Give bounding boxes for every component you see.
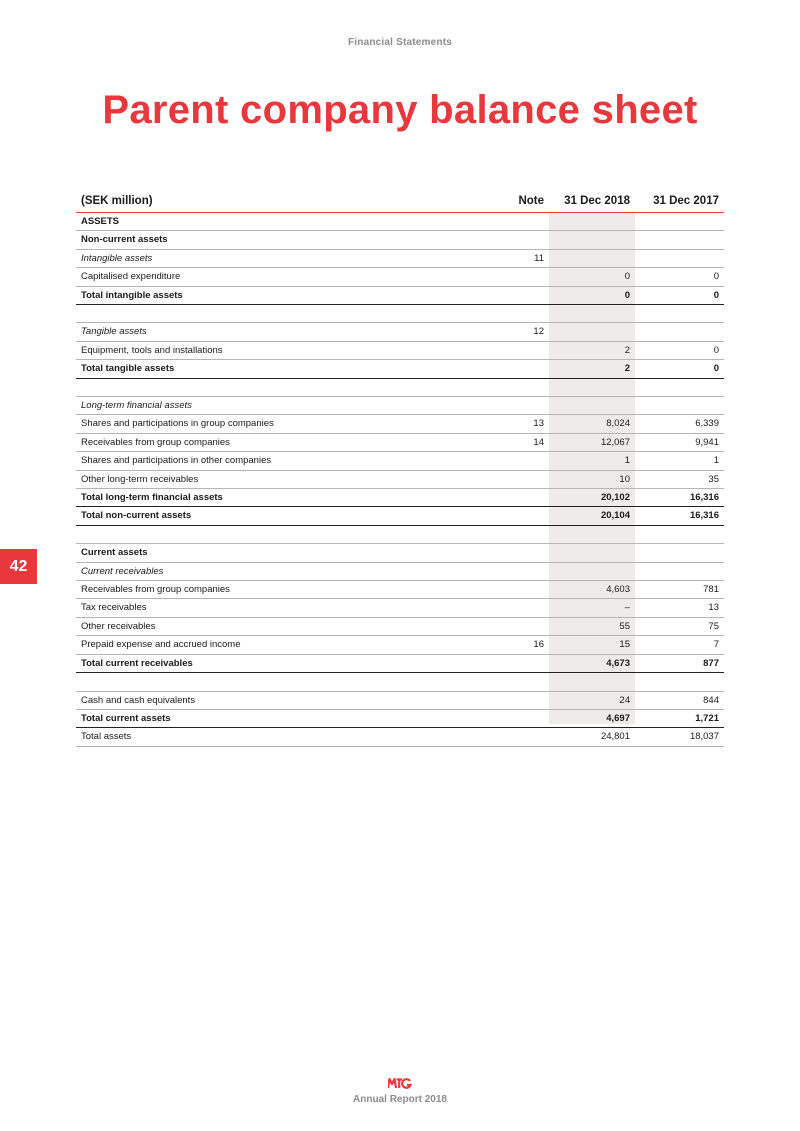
row-note: [490, 360, 549, 378]
table-row: [76, 415, 724, 433]
row-value-2017: 877: [635, 654, 724, 672]
row-label: Total tangible assets: [76, 360, 490, 378]
row-value-2018: 55: [549, 617, 635, 635]
row-value-2017: 781: [635, 581, 724, 599]
row-note: [490, 397, 549, 415]
row-note: [490, 378, 549, 396]
row-note: 13: [490, 415, 549, 433]
header-2017: 31 Dec 2017: [635, 190, 724, 213]
row-note: 11: [490, 249, 549, 267]
row-value-2018: 4,673: [549, 654, 635, 672]
row-label: Total long-term financial assets: [76, 489, 490, 507]
row-value-2018: [549, 673, 635, 691]
row-value-2017: [635, 525, 724, 543]
row-note: [490, 673, 549, 691]
page-title: Parent company balance sheet: [102, 88, 698, 132]
table-row: [76, 673, 724, 691]
mtg-logo-icon: [388, 1078, 412, 1089]
table-row: [76, 709, 724, 727]
row-value-2018: [549, 213, 635, 231]
row-note: [490, 268, 549, 286]
row-note: [490, 709, 549, 727]
row-value-2017: [635, 397, 724, 415]
section-header: Financial Statements: [347, 37, 453, 48]
table-row: [76, 562, 724, 580]
table-row: [76, 525, 724, 543]
row-value-2017: 0: [635, 268, 724, 286]
row-value-2018: 8,024: [549, 415, 635, 433]
row-value-2017: [635, 544, 724, 562]
table-row: [76, 249, 724, 267]
table-row: [76, 599, 724, 617]
row-value-2017: 6,339: [635, 415, 724, 433]
row-label: Other receivables: [76, 617, 490, 635]
row-label: Shares and participations in group companies: [76, 415, 490, 433]
row-value-2018: [549, 378, 635, 396]
row-label: Tangible assets: [76, 323, 490, 341]
row-label: Intangible assets: [76, 249, 490, 267]
table-row: [76, 378, 724, 396]
table-row: [76, 728, 724, 746]
balance-sheet-table: [76, 190, 724, 747]
row-label: Equipment, tools and installations: [76, 341, 490, 359]
row-value-2018: 0: [549, 286, 635, 304]
row-note: [490, 654, 549, 672]
row-note: [490, 617, 549, 635]
row-value-2018: 24: [549, 691, 635, 709]
row-label: Cash and cash equivalents: [76, 691, 490, 709]
row-value-2017: [635, 249, 724, 267]
row-label: [76, 305, 490, 323]
row-label: Receivables from group companies: [76, 433, 490, 451]
table-row: [76, 286, 724, 304]
row-value-2017: 1,721: [635, 709, 724, 727]
row-value-2018: [549, 231, 635, 249]
row-value-2018: 20,104: [549, 507, 635, 525]
row-note: [490, 489, 549, 507]
row-label: Receivables from group companies: [76, 581, 490, 599]
row-value-2017: 18,037: [635, 728, 724, 746]
row-note: [490, 562, 549, 580]
row-label: Current receivables: [76, 562, 490, 580]
row-value-2018: [549, 525, 635, 543]
table-row: [76, 397, 724, 415]
row-value-2017: 1: [635, 452, 724, 470]
table-row: [76, 617, 724, 635]
row-note: [490, 544, 549, 562]
row-value-2018: 2: [549, 360, 635, 378]
mtg-logo: [0, 1078, 800, 1089]
row-note: [490, 213, 549, 231]
row-label: Tax receivables: [76, 599, 490, 617]
table-row: [76, 213, 724, 231]
header-note: Note: [490, 190, 549, 213]
table-row: [76, 341, 724, 359]
row-value-2017: 9,941: [635, 433, 724, 451]
table-row: [76, 654, 724, 672]
row-value-2018: [549, 249, 635, 267]
header-2018: 31 Dec 2018: [549, 190, 635, 213]
row-value-2018: [549, 544, 635, 562]
table-row: [76, 544, 724, 562]
row-value-2017: [635, 378, 724, 396]
row-note: 12: [490, 323, 549, 341]
row-note: [490, 231, 549, 249]
table-row: [76, 305, 724, 323]
table-row: [76, 691, 724, 709]
row-value-2018: 0: [549, 268, 635, 286]
row-note: [490, 599, 549, 617]
row-label: Current assets: [76, 544, 490, 562]
row-value-2017: 844: [635, 691, 724, 709]
row-label: Total assets: [76, 728, 490, 746]
row-value-2018: 12,067: [549, 433, 635, 451]
row-value-2018: 4,697: [549, 709, 635, 727]
row-note: [490, 305, 549, 323]
row-value-2018: 1: [549, 452, 635, 470]
table-header-row: [76, 190, 724, 213]
row-value-2018: 24,801: [549, 728, 635, 746]
row-value-2017: 16,316: [635, 489, 724, 507]
row-note: [490, 452, 549, 470]
row-label: ASSETS: [76, 213, 490, 231]
row-value-2017: [635, 213, 724, 231]
table-row: [76, 507, 724, 525]
row-value-2017: 7: [635, 636, 724, 654]
row-label: Total non-current assets: [76, 507, 490, 525]
row-label: [76, 673, 490, 691]
table-row: [76, 581, 724, 599]
row-value-2018: 4,603: [549, 581, 635, 599]
table-row: [76, 489, 724, 507]
table-row: [76, 452, 724, 470]
row-value-2017: 0: [635, 341, 724, 359]
row-value-2018: [549, 305, 635, 323]
row-label: [76, 378, 490, 396]
row-note: [490, 728, 549, 746]
row-value-2018: [549, 397, 635, 415]
row-value-2018: 20,102: [549, 489, 635, 507]
row-label: Long-term financial assets: [76, 397, 490, 415]
footer-text: Annual Report 2018: [353, 1094, 447, 1105]
row-value-2017: [635, 323, 724, 341]
row-value-2017: [635, 231, 724, 249]
table-row: [76, 268, 724, 286]
row-note: 14: [490, 433, 549, 451]
table-row: [76, 470, 724, 488]
row-value-2018: 15: [549, 636, 635, 654]
row-note: [490, 691, 549, 709]
row-note: [490, 525, 549, 543]
row-label: [76, 525, 490, 543]
row-value-2017: 0: [635, 360, 724, 378]
row-value-2018: 2: [549, 341, 635, 359]
row-note: [490, 470, 549, 488]
table-row: [76, 360, 724, 378]
row-value-2017: 16,316: [635, 507, 724, 525]
row-value-2017: [635, 673, 724, 691]
row-label: Other long-term receivables: [76, 470, 490, 488]
header-unit: (SEK million): [76, 190, 490, 213]
row-value-2018: [549, 323, 635, 341]
row-value-2017: [635, 305, 724, 323]
row-label: Capitalised expenditure: [76, 268, 490, 286]
row-note: [490, 507, 549, 525]
row-value-2017: 35: [635, 470, 724, 488]
row-value-2017: 75: [635, 617, 724, 635]
table-row: [76, 636, 724, 654]
row-value-2017: 13: [635, 599, 724, 617]
row-note: [490, 286, 549, 304]
row-value-2017: 0: [635, 286, 724, 304]
row-value-2017: [635, 562, 724, 580]
row-label: Prepaid expense and accrued income: [76, 636, 490, 654]
row-label: Non-current assets: [76, 231, 490, 249]
page-number-tab: 42: [0, 549, 37, 584]
row-label: Shares and participations in other companies: [76, 452, 490, 470]
table-row: [76, 433, 724, 451]
row-label: Total current assets: [76, 709, 490, 727]
row-label: Total intangible assets: [76, 286, 490, 304]
row-value-2018: 10: [549, 470, 635, 488]
row-note: 16: [490, 636, 549, 654]
table-row: [76, 323, 724, 341]
row-value-2018: –: [549, 599, 635, 617]
table-row: [76, 231, 724, 249]
row-note: [490, 341, 549, 359]
row-label: Total current receivables: [76, 654, 490, 672]
row-note: [490, 581, 549, 599]
balance-sheet-table-wrap: [76, 190, 724, 747]
row-value-2018: [549, 562, 635, 580]
